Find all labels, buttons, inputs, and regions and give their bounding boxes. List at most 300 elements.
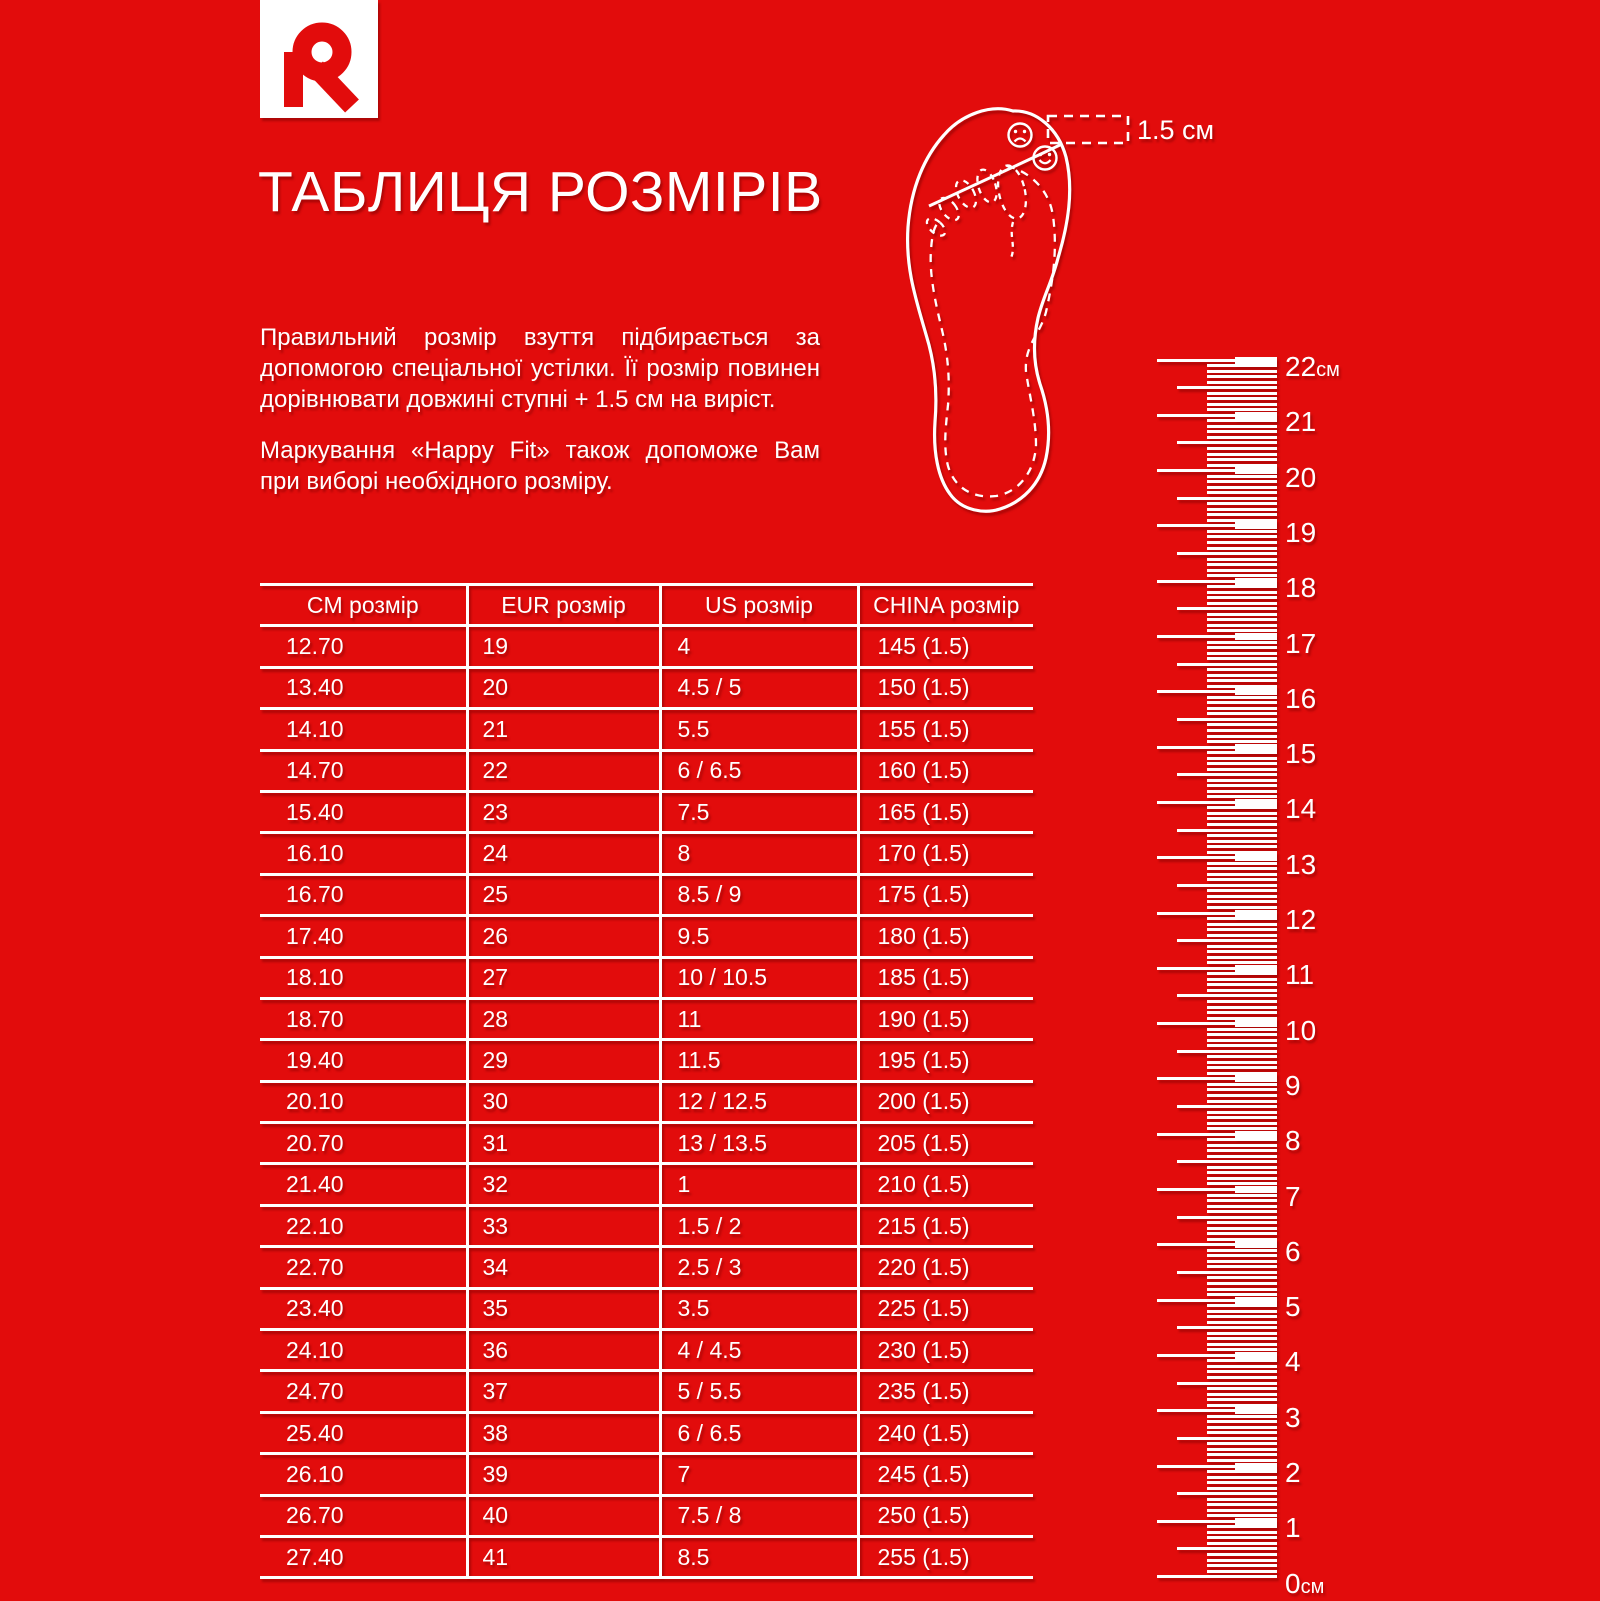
ruler-cm-bar: [1235, 412, 1277, 419]
ruler-cm-bar: [1235, 688, 1277, 695]
ruler-cm-bar: [1235, 357, 1277, 364]
ruler-label-number: 10: [1285, 1014, 1317, 1046]
table-cell: 185 (1.5): [858, 957, 1033, 998]
ruler-mm-tick: [1207, 1122, 1277, 1125]
table-cell: 27: [467, 957, 660, 998]
table-cell: 26: [467, 916, 660, 957]
table-cell: 37: [467, 1371, 660, 1412]
ruler-mm-tick: [1207, 1376, 1277, 1379]
ruler-mm-tick: [1207, 928, 1277, 931]
table-cell: 13 / 13.5: [660, 1123, 858, 1164]
table-cell: 165 (1.5): [858, 791, 1033, 832]
ruler: [1157, 351, 1407, 1600]
ruler-cm-bar: [1235, 910, 1277, 917]
ruler-half-cm-tick: [1177, 718, 1277, 721]
ruler-mm-tick: [1207, 1370, 1277, 1373]
ruler-mm-tick: [1207, 806, 1277, 809]
ruler-mm-tick: [1207, 1282, 1277, 1285]
table-cell: 5 / 5.5: [660, 1371, 858, 1412]
ruler-mm-tick: [1207, 1542, 1277, 1545]
ruler-mm-tick: [1207, 364, 1277, 367]
table-cell: 29: [467, 1040, 660, 1081]
table-cell: 22: [467, 750, 660, 791]
ruler-label: [1285, 1069, 1301, 1101]
ruler-mm-tick: [1207, 1205, 1277, 1208]
ruler-mm-tick: [1207, 613, 1277, 616]
ruler-mm-tick: [1207, 1083, 1277, 1086]
table-cell: 18.10: [260, 957, 467, 998]
ruler-mm-tick: [1207, 1055, 1277, 1058]
ruler-mm-tick: [1207, 1393, 1277, 1396]
ruler-mm-tick: [1207, 757, 1277, 760]
size-table: [260, 583, 1033, 1579]
table-cell: 150 (1.5): [858, 667, 1033, 708]
table-cell: 220 (1.5): [858, 1247, 1033, 1288]
table-row: [260, 1495, 1033, 1536]
table-cell: 40: [467, 1495, 660, 1536]
ruler-mm-tick: [1207, 934, 1277, 937]
ruler-mm-tick: [1207, 707, 1277, 710]
table-cell: 33: [467, 1205, 660, 1246]
ruler-mm-tick: [1207, 1000, 1277, 1003]
table-cell: 190 (1.5): [858, 998, 1033, 1039]
sad-face-icon: [1009, 124, 1032, 147]
ruler-mm-tick: [1207, 541, 1277, 544]
ruler-mm-tick: [1207, 840, 1277, 843]
ruler-label: [1285, 1567, 1325, 1601]
ruler-mm-tick: [1207, 1028, 1277, 1031]
ruler-mm-tick: [1207, 1481, 1277, 1484]
ruler-mm-tick: [1207, 1249, 1277, 1252]
table-cell: 35: [467, 1288, 660, 1329]
ruler-label-number: 17: [1285, 627, 1317, 659]
ruler-half-cm-tick: [1177, 1326, 1277, 1329]
table-cell: 4.5 / 5: [660, 667, 858, 708]
ruler-half-cm-tick: [1177, 994, 1277, 997]
table-cell: 245 (1.5): [858, 1454, 1033, 1495]
ruler-mm-tick: [1207, 867, 1277, 870]
ruler-label: [1285, 1180, 1301, 1212]
table-cell: 41: [467, 1536, 660, 1577]
ruler-label: [1285, 1293, 1301, 1321]
table-row: [260, 1123, 1033, 1164]
size-table-header-row: [260, 585, 1033, 626]
ruler-label-number: 16: [1285, 682, 1317, 714]
table-cell: 27.40: [260, 1536, 467, 1577]
ruler-mm-tick: [1207, 1453, 1277, 1456]
table-cell: 25.40: [260, 1412, 467, 1453]
table-cell: 7: [660, 1454, 858, 1495]
ruler-mm-tick: [1207, 762, 1277, 765]
table-cell: 5.5: [660, 709, 858, 750]
ruler-mm-tick: [1207, 1265, 1277, 1268]
ruler-label: [1285, 1459, 1301, 1487]
table-row: [260, 998, 1033, 1039]
table-cell: 28: [467, 998, 660, 1039]
big-toe-dashed: [994, 163, 1031, 221]
table-cell: 14.10: [260, 709, 467, 750]
ruler-mm-tick: [1207, 1177, 1277, 1180]
table-cell: 24.10: [260, 1330, 467, 1371]
ruler-half-cm-tick: [1177, 552, 1277, 555]
ruler-mm-tick: [1207, 480, 1277, 483]
ruler-mm-tick: [1207, 419, 1277, 422]
ruler-half-cm-tick: [1177, 1437, 1277, 1440]
ruler-mm-tick: [1207, 983, 1277, 986]
ruler-mm-tick: [1207, 790, 1277, 793]
table-cell: 8: [660, 833, 858, 874]
table-cell: 26.70: [260, 1495, 467, 1536]
table-row: [260, 667, 1033, 708]
ruler-mm-tick: [1207, 1260, 1277, 1263]
table-cell: 12.70: [260, 626, 467, 667]
ruler-mm-tick: [1207, 1332, 1277, 1335]
ruler-half-cm-tick: [1177, 1547, 1277, 1550]
ruler-label-number: 1: [1285, 1512, 1301, 1544]
ruler-mm-tick: [1207, 945, 1277, 948]
table-cell: 21: [467, 709, 660, 750]
table-cell: 23.40: [260, 1288, 467, 1329]
ruler-label-number: 0: [1285, 1567, 1301, 1599]
page-title: ТАБЛИЦЯ РОЗМІРІВ: [258, 160, 823, 224]
ruler-mm-tick: [1207, 381, 1277, 384]
ruler-mm-tick: [1207, 403, 1277, 406]
ruler-mm-tick: [1207, 1359, 1277, 1362]
ruler-mm-tick: [1207, 1570, 1277, 1573]
ruler-mm-tick: [1207, 1420, 1277, 1423]
table-cell: 32: [467, 1164, 660, 1205]
table-row: [260, 916, 1033, 957]
ruler-mm-tick: [1207, 1221, 1277, 1224]
table-row: [260, 1412, 1033, 1453]
ruler-label-number: 19: [1285, 516, 1317, 548]
ruler-half-cm-tick: [1177, 1382, 1277, 1385]
ruler-cm-bar: [1235, 799, 1277, 806]
ruler-mm-tick: [1207, 1155, 1277, 1158]
table-cell: 145 (1.5): [858, 626, 1033, 667]
ruler-label-number: 21: [1285, 406, 1317, 438]
reima-r-icon: [260, 0, 378, 118]
ruler-mm-tick: [1207, 447, 1277, 450]
ruler-mm-tick: [1207, 1210, 1277, 1213]
table-row: [260, 1330, 1033, 1371]
table-cell: 20.10: [260, 1081, 467, 1122]
ruler-mm-tick: [1207, 1415, 1277, 1418]
ruler-mm-tick: [1207, 1033, 1277, 1036]
ruler-mm-tick: [1207, 1061, 1277, 1064]
ruler-mm-tick: [1207, 569, 1277, 572]
ruler-cm-bar: [1235, 1407, 1277, 1414]
ruler-label-number: 14: [1285, 793, 1317, 825]
table-cell: 180 (1.5): [858, 916, 1033, 957]
ruler-mm-tick: [1207, 674, 1277, 677]
table-cell: 8.5 / 9: [660, 874, 858, 915]
ruler-mm-tick: [1207, 1111, 1277, 1114]
ruler-mm-tick: [1207, 1531, 1277, 1534]
table-cell: 23: [467, 791, 660, 832]
ruler-mm-tick: [1207, 823, 1277, 826]
ruler-mm-tick: [1207, 989, 1277, 992]
ruler-mm-tick: [1207, 475, 1277, 478]
ruler-label: [1285, 1401, 1301, 1433]
table-cell: 255 (1.5): [858, 1536, 1033, 1577]
ruler-label: [1285, 1235, 1301, 1267]
table-cell: 22.70: [260, 1247, 467, 1288]
ruler-mm-tick: [1207, 712, 1277, 715]
ruler-label-number: 12: [1285, 904, 1317, 935]
ruler-mm-tick: [1207, 1166, 1277, 1169]
ruler-cm-bar: [1235, 578, 1277, 585]
ruler-mm-tick: [1207, 436, 1277, 439]
toe-dashed: [974, 167, 1001, 205]
ruler-mm-tick: [1207, 978, 1277, 981]
ruler-mm-tick: [1207, 1066, 1277, 1069]
ruler-mm-tick: [1207, 1365, 1277, 1368]
ruler-label: [1285, 961, 1314, 989]
table-cell: 3.5: [660, 1288, 858, 1329]
ruler-label-number: 18: [1285, 572, 1317, 604]
table-row: [260, 1247, 1033, 1288]
table-cell: 18.70: [260, 998, 467, 1039]
ruler-half-cm-tick: [1177, 939, 1277, 942]
table-row: [260, 1371, 1033, 1412]
ruler-mm-tick: [1207, 1227, 1277, 1230]
ruler-half-cm-tick: [1177, 663, 1277, 666]
table-cell: 16.10: [260, 833, 467, 874]
ruler-mm-tick: [1207, 878, 1277, 881]
ruler-mm-tick: [1207, 779, 1277, 782]
table-cell: 205 (1.5): [858, 1123, 1033, 1164]
ruler-mm-tick: [1207, 895, 1277, 898]
ruler-mm-tick: [1207, 1509, 1277, 1512]
ruler-mm-tick: [1207, 1144, 1277, 1147]
table-cell: 1: [660, 1164, 858, 1205]
ruler-mm-tick: [1207, 652, 1277, 655]
ruler-mm-tick: [1207, 917, 1277, 920]
ruler-mm-tick: [1207, 1276, 1277, 1279]
ruler-mm-tick: [1207, 1337, 1277, 1340]
ruler-mm-tick: [1207, 508, 1277, 511]
ruler-mm-tick: [1207, 453, 1277, 456]
happy-face-icon: [1034, 147, 1057, 170]
ruler-mm-tick: [1207, 696, 1277, 699]
table-cell: 36: [467, 1330, 660, 1371]
ruler-mm-tick: [1207, 486, 1277, 489]
table-cell: 9.5: [660, 916, 858, 957]
ruler-mm-tick: [1207, 641, 1277, 644]
ruler-label: [1285, 1348, 1301, 1376]
ruler-mm-tick: [1207, 657, 1277, 660]
table-cell: 13.40: [260, 667, 467, 708]
ruler-mm-tick: [1207, 624, 1277, 627]
ruler-mm-tick: [1207, 735, 1277, 738]
table-cell: 11: [660, 998, 858, 1039]
table-cell: 17.40: [260, 916, 467, 957]
ruler-mm-tick: [1207, 768, 1277, 771]
ruler-mm-tick: [1207, 1343, 1277, 1346]
ruler-half-cm-tick: [1177, 829, 1277, 832]
ruler-mm-tick: [1207, 1321, 1277, 1324]
ruler-mm-tick: [1207, 646, 1277, 649]
ruler-cm-bar: [1235, 633, 1277, 640]
ruler-cm-bar: [1235, 854, 1277, 861]
ruler-mm-tick: [1207, 1310, 1277, 1313]
ruler-mm-tick: [1207, 862, 1277, 865]
ruler-cm-bar: [1235, 1297, 1277, 1304]
ruler-label-number: 3: [1285, 1401, 1301, 1433]
table-cell: 7.5 / 8: [660, 1495, 858, 1536]
table-cell: 12 / 12.5: [660, 1081, 858, 1122]
ruler-mm-tick: [1207, 397, 1277, 400]
ruler-mm-tick: [1207, 513, 1277, 516]
table-cell: 20: [467, 667, 660, 708]
ruler-mm-tick: [1207, 900, 1277, 903]
table-row: [260, 1164, 1033, 1205]
table-cell: 38: [467, 1412, 660, 1453]
ruler-mm-tick: [1207, 430, 1277, 433]
ruler-mm-tick: [1207, 491, 1277, 494]
ruler-label: [1285, 408, 1316, 436]
table-cell: 14.70: [260, 750, 467, 791]
ruler-cm-bar: [1235, 1186, 1277, 1193]
table-row: [260, 1040, 1033, 1081]
table-cell: 39: [467, 1454, 660, 1495]
table-cell: 235 (1.5): [858, 1371, 1033, 1412]
ruler-label: [1285, 353, 1340, 384]
ruler-mm-tick: [1207, 923, 1277, 926]
ruler-mm-tick: [1207, 1398, 1277, 1401]
ruler-mm-tick: [1207, 585, 1277, 588]
ruler-mm-tick: [1207, 618, 1277, 621]
table-cell: 7.5: [660, 791, 858, 832]
ruler-mm-tick: [1207, 873, 1277, 876]
ruler-mm-tick: [1207, 1476, 1277, 1479]
ruler-mm-tick: [1207, 591, 1277, 594]
table-row: [260, 1536, 1033, 1577]
ruler-half-cm-tick: [1177, 1271, 1277, 1274]
ruler-mm-tick: [1207, 1149, 1277, 1152]
ruler-label-number: 9: [1285, 1069, 1301, 1101]
ruler-mm-tick: [1207, 679, 1277, 682]
toe-crease-dashed: [1011, 222, 1013, 258]
ruler-label-number: 7: [1285, 1180, 1301, 1212]
ruler-mm-tick: [1207, 370, 1277, 373]
ruler-mm-tick: [1207, 1094, 1277, 1097]
ruler-label: [1285, 1514, 1301, 1542]
table-cell: 170 (1.5): [858, 833, 1033, 874]
ruler-mm-tick: [1207, 1088, 1277, 1091]
column-header: US розмір: [660, 585, 858, 626]
intro-paragraph-1: Правильний розмір взуття підбирається за допомогою спеціальної устілки. Її розмір повинен дорівнювати довжині ступні + 1.5 см на виріст.: [260, 324, 820, 413]
ruler-mm-tick: [1207, 535, 1277, 538]
ruler-cm-bar: [1235, 965, 1277, 972]
table-cell: 4 / 4.5: [660, 1330, 858, 1371]
ruler-cm-bar: [1235, 1241, 1277, 1248]
ruler-half-cm-tick: [1177, 773, 1277, 776]
table-cell: 25: [467, 874, 660, 915]
ruler-mm-tick: [1207, 1564, 1277, 1567]
table-cell: 230 (1.5): [858, 1330, 1033, 1371]
table-cell: 22.10: [260, 1205, 467, 1246]
table-cell: 26.10: [260, 1454, 467, 1495]
table-cell: 11.5: [660, 1040, 858, 1081]
ruler-half-cm-tick: [1177, 607, 1277, 610]
ruler-mm-tick: [1207, 502, 1277, 505]
table-cell: 210 (1.5): [858, 1164, 1033, 1205]
ruler-label-number: 8: [1285, 1125, 1301, 1157]
ruler-mm-tick: [1207, 1487, 1277, 1490]
ruler-mm-tick: [1207, 1254, 1277, 1257]
ruler-half-cm-tick: [1177, 441, 1277, 444]
ruler-mm-tick: [1207, 1006, 1277, 1009]
table-row: [260, 1205, 1033, 1246]
ruler-label-number: 6: [1285, 1235, 1301, 1267]
table-row: [260, 1454, 1033, 1495]
table-cell: 8.5: [660, 1536, 858, 1577]
size-table-body: [260, 626, 1033, 1578]
table-cell: 175 (1.5): [858, 874, 1033, 915]
ruler-label-unit: см: [1300, 1575, 1325, 1598]
ruler-mm-tick: [1207, 812, 1277, 815]
ruler-mm-tick: [1207, 1387, 1277, 1390]
table-cell: 19: [467, 626, 660, 667]
ruler-mm-tick: [1207, 375, 1277, 378]
ruler-mm-tick: [1207, 889, 1277, 892]
ruler-cm-bar: [1235, 1352, 1277, 1359]
ruler-cm-bar: [1235, 1131, 1277, 1138]
ruler-label: [1285, 461, 1317, 493]
ruler-cm-bar: [1235, 1463, 1277, 1470]
table-cell: 195 (1.5): [858, 1040, 1033, 1081]
ruler-label-number: 22: [1285, 351, 1317, 382]
ruler-mm-tick: [1207, 1116, 1277, 1119]
ruler-mm-tick: [1207, 1171, 1277, 1174]
ruler-mm-tick: [1207, 1194, 1277, 1197]
ruler-mm-tick: [1207, 834, 1277, 837]
ruler-mm-tick: [1207, 668, 1277, 671]
ruler-label-number: 13: [1285, 848, 1317, 880]
ruler-half-cm-tick: [1177, 497, 1277, 500]
table-cell: 1.5 / 2: [660, 1205, 858, 1246]
table-cell: 225 (1.5): [858, 1288, 1033, 1329]
table-row: [260, 1288, 1033, 1329]
table-cell: 30: [467, 1081, 660, 1122]
table-cell: 31: [467, 1123, 660, 1164]
column-header: CM розмір: [260, 585, 467, 626]
table-cell: 240 (1.5): [858, 1412, 1033, 1453]
ruler-half-cm-tick: [1177, 1492, 1277, 1495]
ruler-label-unit: см: [1316, 359, 1340, 381]
ruler-mm-tick: [1207, 729, 1277, 732]
table-cell: 24.70: [260, 1371, 467, 1412]
ruler-mm-tick: [1207, 1044, 1277, 1047]
ruler-mm-tick: [1207, 602, 1277, 605]
ruler-half-cm-tick: [1177, 386, 1277, 389]
ruler-mm-tick: [1207, 701, 1277, 704]
table-row: [260, 709, 1033, 750]
ruler-mm-tick: [1207, 1503, 1277, 1506]
ruler-mm-tick: [1207, 558, 1277, 561]
ruler-mm-tick: [1207, 950, 1277, 953]
ruler-label: [1285, 1014, 1317, 1046]
ruler-label-number: 20: [1285, 461, 1317, 493]
ruler-label: [1285, 906, 1316, 934]
table-cell: 21.40: [260, 1164, 467, 1205]
table-cell: 6 / 6.5: [660, 1412, 858, 1453]
ruler-mm-tick: [1207, 392, 1277, 395]
table-cell: 200 (1.5): [858, 1081, 1033, 1122]
ruler-cm-bar: [1235, 1020, 1277, 1027]
